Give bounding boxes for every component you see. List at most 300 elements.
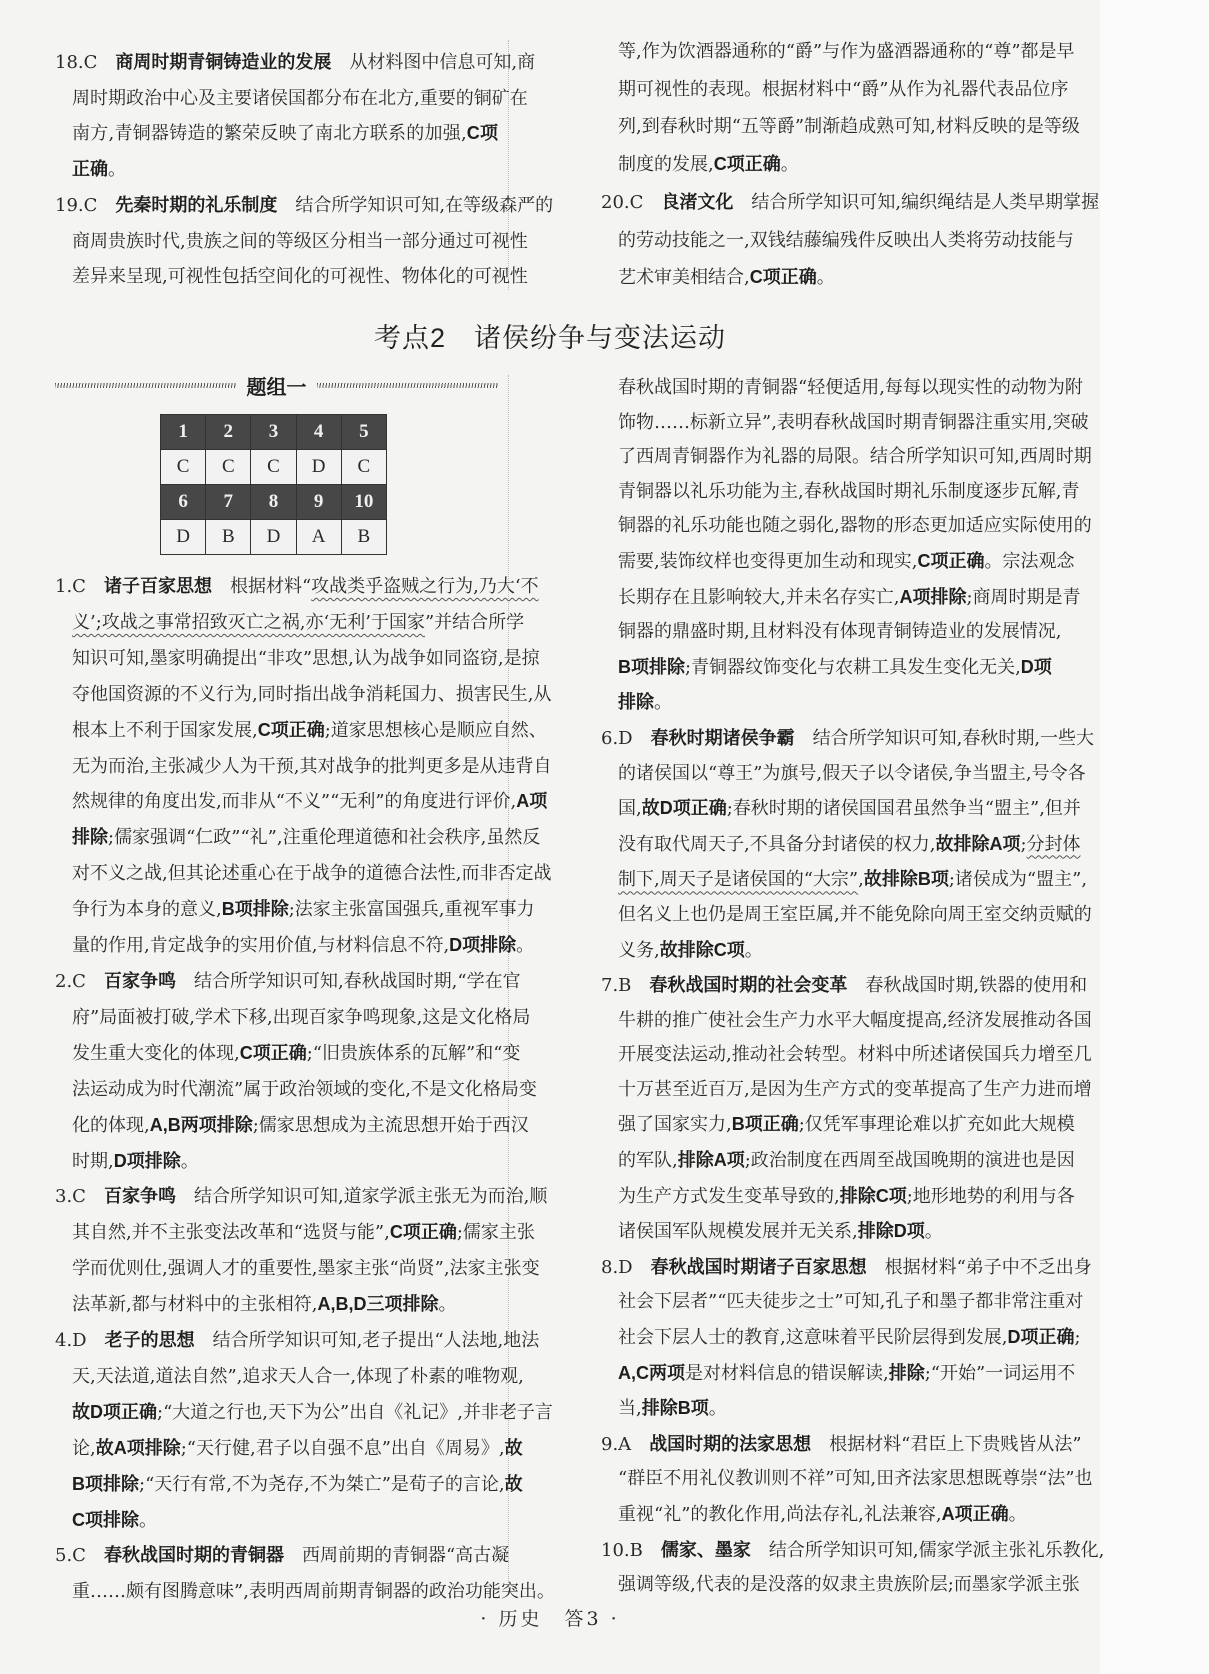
text-segment: 了西周青铜器作为礼器的局限。结合所学知识可知,西周时期 [618,446,1092,468]
text-segment: 争行为本身的意义, [72,899,222,921]
text-segment: 长期存在且影响较大,并未名存实亡, [618,586,900,608]
text-line [601,1250,1092,1286]
text-segment: ;商周时期是青 [966,586,1081,608]
text-line [72,641,540,677]
text-segment: 量的作用,肯定战争的实用价值,与材料信息不符, [72,935,450,957]
text-segment: 论, [72,1437,96,1459]
text-line [72,820,541,856]
text-segment: 结合所学知识可知,编织绳结是人类早期掌握 [733,191,1100,213]
question-group-header [55,372,498,398]
text-segment: 列,到春秋时期“五等爵”制渐趋成熟可知,材料反映的是等级 [618,116,1080,138]
bold-keyword: C项正确 [389,1222,457,1243]
text-line [618,146,1046,184]
text-line [601,968,1088,1004]
answer-explanation [55,1179,548,1323]
answer-explanation [601,721,1095,968]
answer-letter: C [206,450,251,485]
text-line [618,1214,1046,1250]
text-segment: 根本上不利于国家发展, [72,719,258,741]
text-segment: ;春秋时期的诸侯国国君虽然争当“盟主”,但并 [726,798,1081,820]
text-line [55,188,554,224]
text-line [601,1533,1105,1569]
text-segment: 的诸侯国以“尊王”为旗号,假天子以令诸侯,争当盟主,号令各 [618,762,1086,784]
text-segment: 18.C [55,52,116,73]
text-segment: 。 [780,154,799,176]
text-segment: , [858,869,864,891]
bold-keyword: B项排除 [72,1473,139,1494]
text-segment: 5.C [55,1545,104,1567]
text-segment: 学而优则仕,强调人才的重要性,墨家主张“尚贤”,法家主张变 [72,1258,540,1280]
text-line [72,1467,523,1503]
text-segment: ;地形地势的利用与各 [906,1185,1075,1207]
text-segment: 青铜器以礼乐功能为主,春秋战国时期礼乐制度逐步瓦解,青 [618,480,1080,502]
text-line [618,580,1081,616]
bold-keyword: A项正确 [941,1504,1009,1524]
answer-letter: A [296,520,341,555]
text-line [618,757,1086,792]
text-segment: ”并结合所学 [424,611,525,633]
text-segment: 。 [924,1221,943,1243]
bold-keyword: C项正确 [917,550,985,571]
text-segment: 法革新,都与材料中的主张相符, [72,1294,318,1316]
text-segment: 。 [438,1294,457,1316]
text-line [618,1073,1092,1108]
text-segment: 但名义上也仍是周王室臣属,并不能免除向周王室交纳贡赋的 [618,903,1092,925]
answer-explanation [55,569,552,964]
table-row [161,450,387,485]
text-segment: ;儒家强调“仁政”“礼”,注重伦理道德和社会秩序,虽然反 [108,827,541,849]
text-line [72,1000,531,1036]
bold-keyword: D项排除 [449,935,517,956]
text-line [72,713,547,749]
text-segment: ;“大道之行也,天下为公”出自《礼记》,并非老子言 [157,1401,553,1423]
text-line [618,544,1075,580]
answer-letter: D [161,520,206,555]
text-segment: 根据材料“ [211,576,312,597]
bold-keyword: D项 [1020,656,1052,677]
text-segment: 化的体现, [72,1114,150,1136]
question-number: 3 [251,415,296,450]
text-segment: 无为而治,主张减少人为干预,其对战争的批判更多是从违背自 [72,755,552,777]
table-row [161,485,387,520]
text-segment: 期可视性的表现。根据材料中“爵”从作为礼器代表品位序 [618,78,1069,100]
text-segment: 。 [180,1150,199,1172]
text-segment: 等,作为饮酒器通称的“爵”与作为盛酒器通称的“尊”都是早 [618,41,1075,62]
text-line [618,1285,1084,1320]
bold-keyword: 排除B项 [641,1398,709,1419]
text-segment: 结合所学知识可知,老子提出“人法地,地法 [194,1330,540,1352]
answer-explanation [55,964,537,1179]
text-segment: 时期, [72,1150,114,1172]
question-number: 8 [251,485,296,520]
text-segment: 8.D [601,1256,651,1278]
text-segment: ; [1020,833,1027,855]
text-line [618,615,1062,650]
bold-keyword: 老子的思想 [104,1330,195,1351]
text-line [618,862,1088,898]
text-line [618,259,1046,297]
text-line [72,116,498,152]
text-segment: 夺他国资源的不义行为,同时指出战争消耗国力、损害民生,从 [72,683,552,705]
text-line [72,1144,498,1180]
text-line [72,1251,540,1287]
text-line [618,1107,1075,1143]
answer-table [160,414,387,555]
text-segment: 需要,装饰纹样也变得更加生动和现实, [618,550,918,572]
bold-keyword: 排除 [618,692,654,713]
question-number: 10 [341,485,386,520]
text-line [618,1462,1093,1497]
column-divider [508,40,509,290]
text-segment: 20.C [601,191,662,213]
bold-keyword: C项正确 [239,1042,307,1063]
bold-keyword: C项 [466,123,498,144]
text-line [618,685,1046,721]
answer-letter: B [341,520,386,555]
text-line [618,827,1081,863]
text-segment: 结合所学知识可知,儒家学派主张礼乐教化, [750,1539,1105,1561]
text-line [601,1427,1082,1463]
text-segment: 。 [708,1398,727,1420]
right-column-top [601,33,1100,297]
question-number: 7 [206,485,251,520]
text-line [618,1497,1046,1533]
text-line [72,784,548,820]
text-segment: ;诸侯成为“盟主”, [948,869,1088,891]
text-segment: 是对材料信息的错误解读, [685,1362,889,1384]
text-line [618,1179,1075,1215]
text-line [601,184,1100,222]
text-segment: 开展变法运动,推动社会转型。材料中所述诸侯国兵力增至几 [618,1044,1092,1066]
text-segment: 制度的发展, [618,154,714,176]
section-title: 考点2 诸侯纷争与变法运动 [373,323,726,353]
text-line [72,892,535,928]
text-segment: 结合所学知识可知,道家学派主张无为而治,顺 [175,1186,548,1208]
bold-keyword: 故排除C项 [659,939,745,960]
bold-keyword: B项正确 [731,1114,799,1135]
answer-letter: C [341,450,386,485]
answer-explanation [55,45,536,188]
text-line [618,933,1046,969]
text-segment: ;“开始”一词运用不 [924,1362,1076,1384]
text-segment: 。 [744,939,763,961]
text-line [72,224,528,260]
bold-keyword: 良渚文化 [661,191,734,212]
text-line [55,964,521,1000]
text-segment: 府”局面被打破,学术下移,出现百家争鸣现象,这是文化格局 [72,1006,531,1028]
text-line [72,677,552,713]
text-line [601,721,1095,757]
text-line [618,222,1074,260]
question-number: 2 [206,415,251,450]
text-segment: 知识可知,墨家明确提出“非攻”思想,认为战争如同盗窃,是掠 [72,647,540,669]
text-line [618,1320,1081,1356]
text-segment: ;“天行有常,不为尧存,不为桀亡”是荀子的言论, [139,1473,505,1495]
text-segment: 结合所学知识可知,春秋战国时期,“学在官 [175,970,521,992]
answer-explanation [55,188,554,295]
text-segment: 对不义之战,但其论述重心在于战争的道德合法性,而非否定战 [72,863,552,885]
text-segment: 。 [139,1509,157,1531]
text-segment: 差异来呈现,可视性包括空间化的可视性、物体化的可视性 [72,266,528,288]
text-segment: ;法家主张富国强兵,重视军事力 [288,899,535,921]
text-segment: 商周贵族时代,贵族之间的等级区分相当一部分通过可视性 [72,230,528,252]
bold-keyword: A,B两项排除 [149,1114,253,1135]
text-segment: 当, [618,1398,642,1420]
text-segment: 铜器的礼乐功能也随之弱化,器物的形态更加适应实际使用的 [618,515,1092,537]
text-segment: 。 [1008,1504,1027,1525]
continued-explanation [618,371,1092,721]
text-segment: “群臣不用礼仪教训则不祥”可知,田齐法家思想既尊崇“法”也 [618,1468,1093,1490]
text-line [618,33,1075,71]
text-line [55,45,536,81]
answer-explanation [601,184,1100,297]
text-segment: 1.C [55,576,104,597]
text-segment: 义务, [618,939,660,961]
bold-keyword: A,B,D三项排除 [317,1294,439,1315]
text-segment: 周时期政治中心及主要诸侯国都分布在北方,重要的铜矿在 [72,87,528,109]
bold-keyword: B项排除 [221,899,289,920]
question-group-label: 题组一 [246,376,307,399]
text-line [618,650,1052,686]
text-segment: 强了国家实力, [618,1114,732,1136]
bold-keyword: 排除A项 [677,1150,745,1171]
bold-keyword: 百家争鸣 [103,970,176,991]
text-line [55,1323,540,1359]
underlined-quote: 制下,周天子是诸侯国的“大宗” [618,869,859,891]
text-segment: 艺术审美相结合, [618,267,750,289]
hatch-rule [317,383,499,388]
text-segment: 春秋战国时期,铁器的使用和 [847,975,1088,997]
bold-keyword: C项排除 [72,1509,139,1530]
text-segment: 强调等级,代表的是没落的奴隶主贵族阶层;而墨家学派主张 [618,1574,1080,1596]
text-segment: 。宗法观念 [984,550,1075,572]
bold-keyword: 故D项正确 [641,798,727,819]
text-segment: 2.C [55,970,104,992]
bold-keyword: A项 [516,791,548,812]
text-segment: 4.D [55,1330,105,1352]
bold-keyword: C项正确 [257,719,325,740]
text-line [618,1356,1076,1392]
text-segment: 从材料图中信息可知,商 [331,52,536,73]
bold-keyword: 诸子百家思想 [103,576,212,596]
text-line [72,1215,535,1251]
text-line [72,605,525,641]
answer-explanation [55,1538,555,1610]
text-line [618,475,1080,510]
text-segment: 然规律的角度出发,而非从“不义”“无利”的角度进行评价, [72,791,517,813]
page-edge [1100,0,1209,1674]
bold-keyword: C项正确 [713,154,781,175]
page-footer: · 历史 答3 · [480,1608,620,1630]
text-segment: 根据材料“君臣上下贵贱皆从法” [811,1433,1082,1455]
text-line [618,371,1083,406]
bold-keyword: 故A项排除 [95,1437,181,1458]
text-line [55,569,539,605]
hatch-rule [55,383,237,388]
text-segment: ;政治制度在西周至战国晚期的演进也是因 [744,1150,1075,1172]
text-segment: 南方,青铜器铸造的繁荣反映了南北方联系的加强, [72,123,467,145]
text-segment: 根据材料“弟子中不乏出身 [866,1256,1092,1278]
text-line [618,1568,1080,1603]
answer-letter: D [251,520,296,555]
bold-keyword: A,C两项 [618,1362,685,1383]
bold-keyword: C项正确 [749,267,817,288]
text-line [55,1538,510,1574]
text-segment: 社会下层人士的教育,这意味着平民阶层得到发展, [618,1327,1008,1349]
text-segment: 。 [516,935,535,957]
text-segment: 法运动成为时代潮流”属于政治领域的变化,不是文化格局变 [72,1078,537,1100]
bold-keyword: 春秋战国时期诸子百家思想 [650,1256,867,1277]
text-segment: 结合所学知识可知,在等级森严的 [277,194,554,216]
answer-letter: C [251,450,296,485]
bold-keyword: 排除 [888,1362,925,1383]
answer-explanation [55,1323,553,1538]
text-segment: 9.A [601,1433,650,1455]
bold-keyword: D项正确 [1007,1327,1075,1348]
answer-explanation [601,968,1092,1250]
text-line [72,1036,521,1072]
text-segment: 重……颇有图腾意味”,表明西周前期青铜器的政治功能突出。 [72,1581,555,1603]
underlined-quote: 义’;攻战之事常招致灭亡之祸,亦‘无利’于国家 [72,611,425,633]
bold-keyword: 春秋战国时期的青铜器 [103,1545,284,1566]
bold-keyword: 春秋战国时期的社会变革 [649,975,848,996]
bold-keyword: 故D项正确 [72,1401,157,1422]
text-segment: 春秋战国时期的青铜器“轻便适用,每每以现实性的动物为附 [618,377,1083,398]
text-segment: 重视“礼”的教化作用,尚法存礼,礼法兼容, [618,1504,942,1525]
text-line [72,1395,553,1431]
text-segment: 天,天法道,道法自然”,追求天人合一,体现了朴素的唯物观, [72,1365,524,1387]
answer-explanation [601,1427,1093,1533]
text-line [72,856,552,892]
text-line [72,749,552,785]
text-segment: ;“旧贵族体系的瓦解”和“变 [306,1042,521,1064]
left-column-answers [55,569,555,1610]
text-line [72,1431,523,1467]
text-line [72,1359,524,1395]
text-segment: ;仅凭军事理论难以扩充如此大规模 [798,1114,1075,1136]
text-line [72,1287,498,1323]
text-segment: ;“天行健,君子以自强不息”出自《周易》, [180,1437,505,1459]
text-line [618,108,1080,146]
text-segment: ;儒家主张 [456,1222,535,1244]
text-line [55,1179,548,1215]
bold-keyword: 先秦时期的礼乐制度 [115,194,278,215]
text-line [618,509,1092,544]
question-number: 9 [296,485,341,520]
text-segment: 发生重大变化的体现, [72,1042,240,1064]
bold-keyword: 儒家、墨家 [660,1539,751,1560]
text-segment: 牛耕的推广使社会生产力水平大幅度提高,经济发展推动各国 [618,1009,1092,1031]
text-segment: ;青铜器纹饰变化与农耕工具发生变化无关, [685,656,1021,678]
text-line [72,1503,498,1539]
text-segment: 。 [654,692,672,714]
bold-keyword: 商周时期青铜铸造业的发展 [115,52,332,72]
bold-keyword: 战国时期的法家思想 [649,1433,812,1454]
underlined-quote: 分封体 [1026,833,1081,855]
text-line [72,928,535,964]
text-line [72,1108,529,1144]
text-line [618,1038,1092,1073]
text-line [618,1391,1046,1427]
text-segment: 。 [108,159,126,181]
right-column-answers [601,371,1105,1603]
text-segment: ;儒家思想成为主流思想开始于西汉 [252,1114,529,1136]
text-line [618,898,1092,933]
text-segment: 社会下层者”“匹夫徒步之士”可知,孔子和墨子都非常注重对 [618,1291,1084,1313]
question-number: 4 [296,415,341,450]
text-segment: 国, [618,798,642,820]
text-segment: 铜器的鼎盛时期,且材料没有体现青铜铸造业的发展情况, [618,621,1062,643]
text-segment: 。 [816,267,835,289]
text-segment: 没有取代周天子,不具备分封诸侯的权力, [618,833,936,855]
text-line [618,406,1089,441]
underlined-quote: 攻战类乎盗贼之行为,乃大‘不 [311,576,539,597]
left-column-top [55,45,554,295]
text-segment: 10.B [601,1539,661,1561]
text-segment: 3.C [55,1186,104,1208]
answer-explanation [601,1533,1105,1603]
answer-letter: B [206,520,251,555]
bold-keyword: 故 [504,1473,523,1494]
text-segment: 饰物……标新立异”,表明春秋战国时期青铜器注重实用,突破 [618,411,1089,433]
table-row [161,415,387,450]
answer-letter: C [161,450,206,485]
text-line [72,259,528,295]
text-segment: 的劳动技能之一,双钱结藤编残件反映出人类将劳动技能与 [618,229,1074,251]
text-line [618,71,1069,109]
text-segment: 十万甚至近百万,是因为生产方式的变革提高了生产力进而增 [618,1078,1092,1100]
text-segment: 其自然,并不主张变法改革和“选贤与能”, [72,1222,390,1244]
text-segment: 6.D [601,727,651,749]
text-line [72,1072,537,1108]
text-segment: 7.B [601,975,650,997]
bold-keyword: 排除 [72,827,108,848]
question-number: 1 [161,415,206,450]
bold-keyword: 排除C项 [839,1185,907,1206]
table-row [161,520,387,555]
bold-keyword: 百家争鸣 [103,1186,176,1207]
answer-explanation [601,1250,1092,1427]
text-line [72,81,528,117]
bold-keyword: B项排除 [618,656,685,677]
text-segment: ; [1074,1327,1081,1349]
question-number: 6 [161,485,206,520]
bold-keyword: A项排除 [899,586,967,607]
text-segment: 诸侯国军队规模发展并无关系, [618,1221,858,1243]
text-segment: 西周前期的青铜器“高古凝 [283,1545,510,1567]
text-line [618,440,1092,475]
text-segment: 的军队, [618,1150,678,1172]
text-segment: ;道家思想核心是顺应自然、 [324,719,547,741]
bold-keyword: 故排除B项 [863,869,949,890]
text-line [618,791,1081,827]
bold-keyword: 排除D项 [857,1221,925,1242]
bold-keyword: 故 [504,1437,523,1458]
text-line [618,1004,1092,1039]
bold-keyword: 故排除A项 [935,833,1021,854]
text-segment: 结合所学知识可知,春秋时期,一些大 [794,727,1095,749]
text-line [72,152,498,188]
bold-keyword: 春秋时期诸侯争霸 [650,727,795,748]
question-number: 5 [341,415,386,450]
text-segment: 19.C [55,194,116,216]
text-segment: 为生产方式发生变革导致的, [618,1185,840,1207]
continued-explanation [618,33,1080,184]
bold-keyword: 正确 [72,159,108,180]
bold-keyword: D项排除 [113,1150,181,1171]
text-line [618,1143,1075,1179]
answer-letter: D [296,450,341,485]
